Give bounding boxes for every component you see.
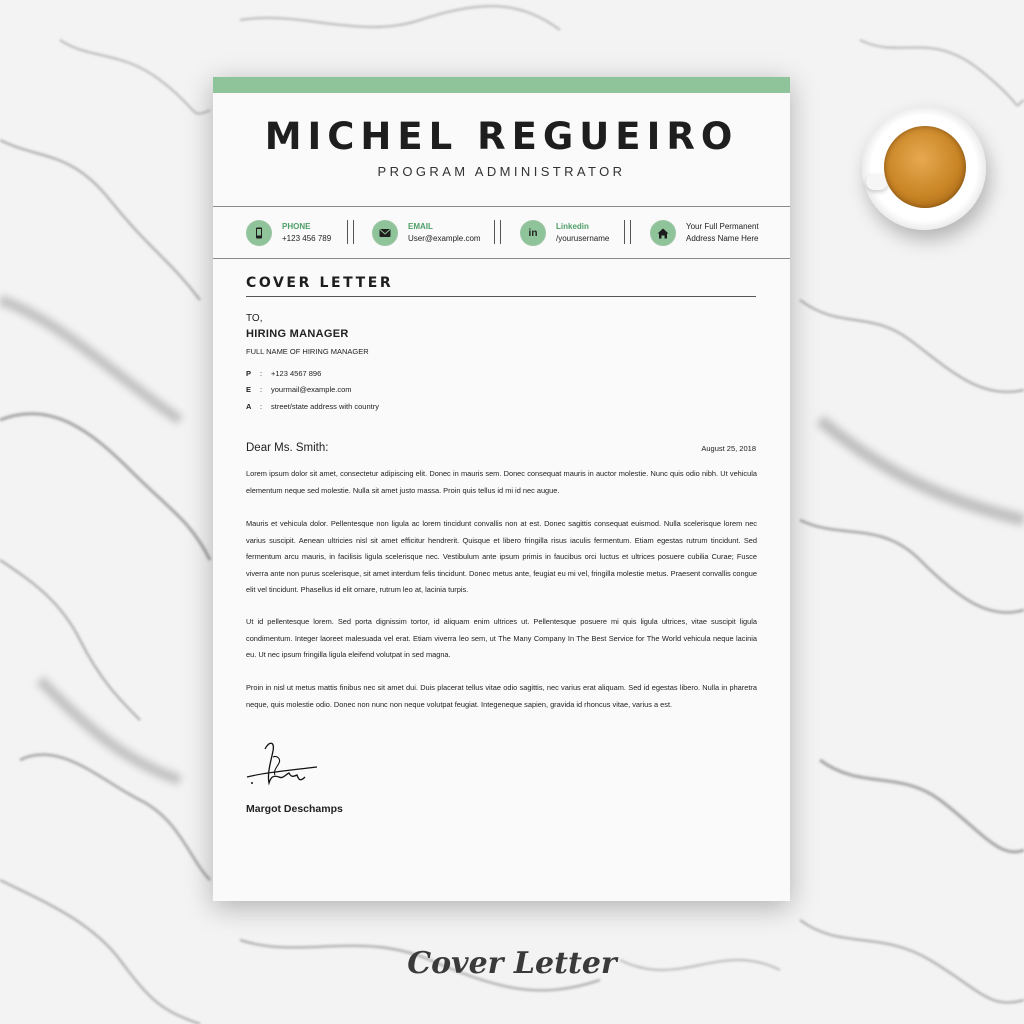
detail-value: yourmail@example.com	[271, 385, 352, 394]
body-paragraph: Ut id pellentesque lorem. Sed porta dignissim tortor, id aliquam enim ultrices ut. Pellentesque posuere mi quis ligula ultrices, vitae suscipit ligula condimentum. Integer laoreet malesuada vel erat. Etiam viverra leo sem, ut The Many Company In The Best Service for The World vehicula neque lacinia eu. Ut nec ipsum fringilla ligula eleifend volutpat in sed magna.	[246, 617, 757, 659]
recipient-name: FULL NAME OF HIRING MANAGER	[246, 347, 369, 356]
contact-label: Linkedin	[556, 222, 589, 231]
detail-key: P	[246, 369, 252, 378]
body-paragraph: Lorem ipsum dolor sit amet, consectetur adipiscing elit. Donec in mauris sem. Donec consequat mauris in auctor molestie. Nunc quis odio nibh. Ut vehicula elementum neque sed molestie. Nulla sit amet justo massa. Proin quis tellus id mi id nec augue.	[246, 469, 757, 495]
cover-letter-page	[213, 77, 790, 901]
body-paragraph: Mauris et vehicula dolor. Pellentesque non ligula ac lorem tincidunt convallis non at est. Donec sagittis consequat euismod. Nulla scelerisque lorem nec varius suscipit. Aenean ultricies nisl sit amet efficitur hendrerit. Quisque et libero fringilla risus iaculis fermentum. Etiam egestas rutrum tincidunt. Sed fermentum arcu mauris, in facilisis ligula scelerisque nec. Vestibulum ante ipsum primis in faucibus orci luctus et ultrices posuere cubilia Curae; Fusce viverra ante non purus scelerisque, sit amet interdum felis tincidunt. Donec metus ante, feugiat eu mi vel, fringilla molestie metus. Praesent convallis congue elit vel tincidunt. Phasellus id elit ornare, rutrum leo at, lacinia turpis.	[246, 519, 757, 594]
section-rule	[246, 296, 756, 297]
address-line-2: Address Name Here	[686, 234, 759, 243]
letter-date: August 25, 2018	[701, 444, 756, 453]
accent-bar	[213, 77, 790, 93]
address-line-1: Your Full Permanent	[686, 222, 759, 231]
detail-key: E	[246, 385, 252, 394]
detail-value: +123 4567 896	[271, 369, 322, 378]
contact-divider-top	[213, 206, 790, 207]
recipient-phone: P : +123 4567 896	[246, 369, 322, 378]
contact-phone	[246, 219, 331, 247]
contact-separator	[494, 220, 501, 244]
coffee	[884, 126, 966, 208]
home-icon	[650, 220, 676, 246]
detail-key: A	[246, 402, 252, 411]
section-title: COVER LETTER	[246, 275, 394, 291]
salutation: Dear Ms. Smith:	[246, 442, 329, 454]
recipient-address: A : street/state address with country	[246, 402, 379, 411]
recipient-email: E : yourmail@example.com	[246, 385, 352, 394]
applicant-name: MICHEL REGUEIRO	[264, 115, 739, 158]
recipient-title: HIRING MANAGER	[246, 328, 349, 340]
signature-image	[243, 737, 323, 797]
phone-icon	[246, 220, 272, 246]
contact-email	[372, 219, 481, 247]
to-label: TO,	[246, 313, 263, 324]
contact-value: User@example.com	[408, 234, 481, 243]
contact-label: PHONE	[282, 222, 311, 231]
linkedin-icon: in	[520, 220, 546, 246]
signer-name: Margot Deschamps	[246, 803, 343, 815]
caption: Cover Letter	[407, 946, 617, 981]
detail-value: street/state address with country	[271, 402, 379, 411]
email-icon	[372, 220, 398, 246]
contact-label: EMAIL	[408, 222, 433, 231]
contact-linkedin	[520, 219, 609, 247]
contact-divider-bottom	[213, 258, 790, 259]
contact-separator	[347, 220, 354, 244]
contact-separator	[624, 220, 631, 244]
contact-value: /yourusername	[556, 234, 610, 243]
contact-address	[650, 219, 759, 247]
contact-value: +123 456 789	[282, 234, 332, 243]
body-paragraph: Proin in nisl ut metus mattis finibus nec sit amet dui. Duis placerat tellus vitae odio sagittis, nec varius erat aliquam. Sed id egestas libero. Nulla in pharetra neque, quis molestie odio. Donec non nunc non neque volutpat feugiat. Integeneque sapien, gravida id rhoncus vitae, varius a est.	[246, 683, 757, 709]
applicant-title: PROGRAM ADMINISTRATOR	[377, 164, 626, 179]
